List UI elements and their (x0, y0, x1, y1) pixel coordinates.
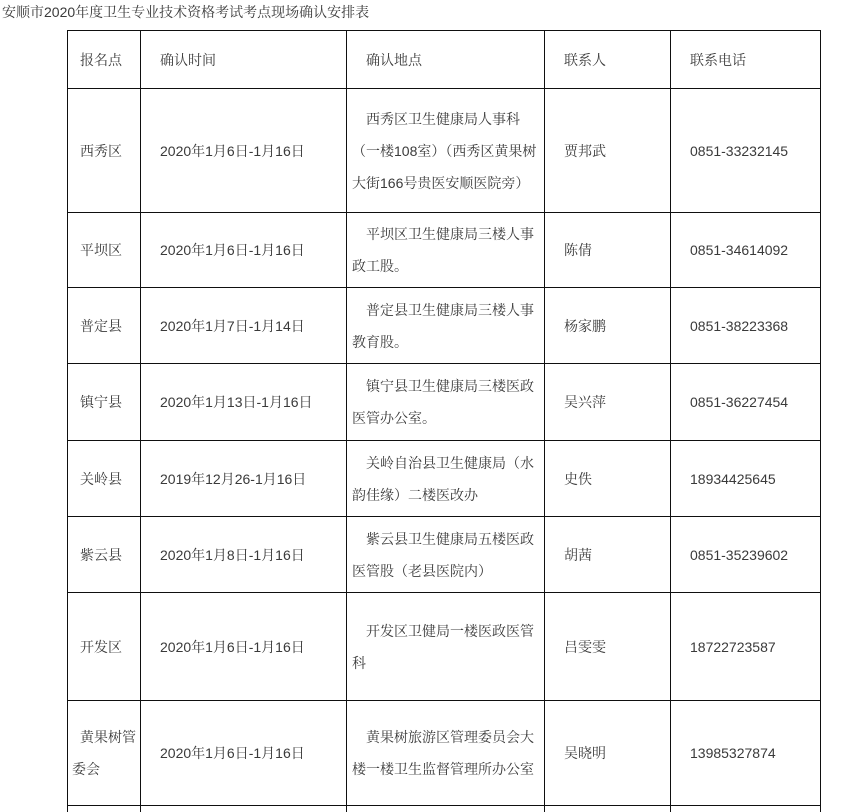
confirmation-schedule-table (67, 30, 821, 812)
cell-contact: 陈倩 (545, 213, 671, 288)
page-title: 安顺市2020年度卫生专业技术资格考试考点现场确认安排表 (2, 4, 370, 20)
table-row (68, 701, 821, 806)
cell-phone: 18722723587 (671, 593, 821, 701)
cell-contact: 吕雯雯 (545, 593, 671, 701)
cell-site: 西秀区 (68, 89, 141, 213)
cell-time: 2020年1月6日-1月16日 (141, 213, 347, 288)
cell-place (347, 806, 545, 812)
table-row-cutoff (68, 806, 821, 812)
cell-phone: 13985327874 (671, 701, 821, 806)
cell-contact: 吴晓明 (545, 701, 671, 806)
table-header-row (68, 31, 821, 89)
cell-time: 2020年1月13日-1月16日 (141, 364, 347, 441)
cell-place: 关岭自治县卫生健康局（水韵佳缘）二楼医改办 (347, 441, 545, 517)
cell-place: 开发区卫健局一楼医政医管科 (347, 593, 545, 701)
col-header-time: 确认时间 (141, 31, 347, 89)
table-row (68, 517, 821, 593)
cell-contact: 史佚 (545, 441, 671, 517)
table-row (68, 441, 821, 517)
cell-site: 平坝区 (68, 213, 141, 288)
cell-phone: 0851-33232145 (671, 89, 821, 213)
cell-place: 普定县卫生健康局三楼人事教育股。 (347, 288, 545, 364)
cell-phone: 0851-36227454 (671, 364, 821, 441)
cell-phone (671, 806, 821, 812)
cell-phone: 0851-34614092 (671, 213, 821, 288)
table-row (68, 288, 821, 364)
cell-site: 紫云县 (68, 517, 141, 593)
col-header-contact: 联系人 (545, 31, 671, 89)
table-row (68, 89, 821, 213)
cell-time (141, 806, 347, 812)
cell-time: 2020年1月6日-1月16日 (141, 701, 347, 806)
cell-time: 2019年12月26-1月16日 (141, 441, 347, 517)
cell-site: 普定县 (68, 288, 141, 364)
cell-phone: 0851-35239602 (671, 517, 821, 593)
col-header-site: 报名点 (68, 31, 141, 89)
cell-place: 镇宁县卫生健康局三楼医政医管办公室。 (347, 364, 545, 441)
cell-contact: 贾邦武 (545, 89, 671, 213)
cell-contact: 吴兴萍 (545, 364, 671, 441)
cell-site: 开发区 (68, 593, 141, 701)
cell-phone: 18934425645 (671, 441, 821, 517)
cell-site (68, 806, 141, 812)
cell-site: 黄果树管委会 (68, 701, 141, 806)
cell-time: 2020年1月6日-1月16日 (141, 89, 347, 213)
col-header-phone: 联系电话 (671, 31, 821, 89)
table-row (68, 593, 821, 701)
cell-contact: 胡茜 (545, 517, 671, 593)
cell-time: 2020年1月8日-1月16日 (141, 517, 347, 593)
cell-site: 关岭县 (68, 441, 141, 517)
col-header-place: 确认地点 (347, 31, 545, 89)
cell-contact (545, 806, 671, 812)
cell-place: 西秀区卫生健康局人事科（一楼108室）（西秀区黄果树大街166号贵医安顺医院旁） (347, 89, 545, 213)
cell-time: 2020年1月6日-1月16日 (141, 593, 347, 701)
cell-place: 黄果树旅游区管理委员会大楼一楼卫生监督管理所办公室 (347, 701, 545, 806)
cell-contact: 杨家鹏 (545, 288, 671, 364)
table-row (68, 364, 821, 441)
cell-place: 平坝区卫生健康局三楼人事政工股。 (347, 213, 545, 288)
cell-time: 2020年1月7日-1月14日 (141, 288, 347, 364)
cell-place: 紫云县卫生健康局五楼医政医管股（老县医院内） (347, 517, 545, 593)
cell-phone: 0851-38223368 (671, 288, 821, 364)
table-row (68, 213, 821, 288)
cell-site: 镇宁县 (68, 364, 141, 441)
